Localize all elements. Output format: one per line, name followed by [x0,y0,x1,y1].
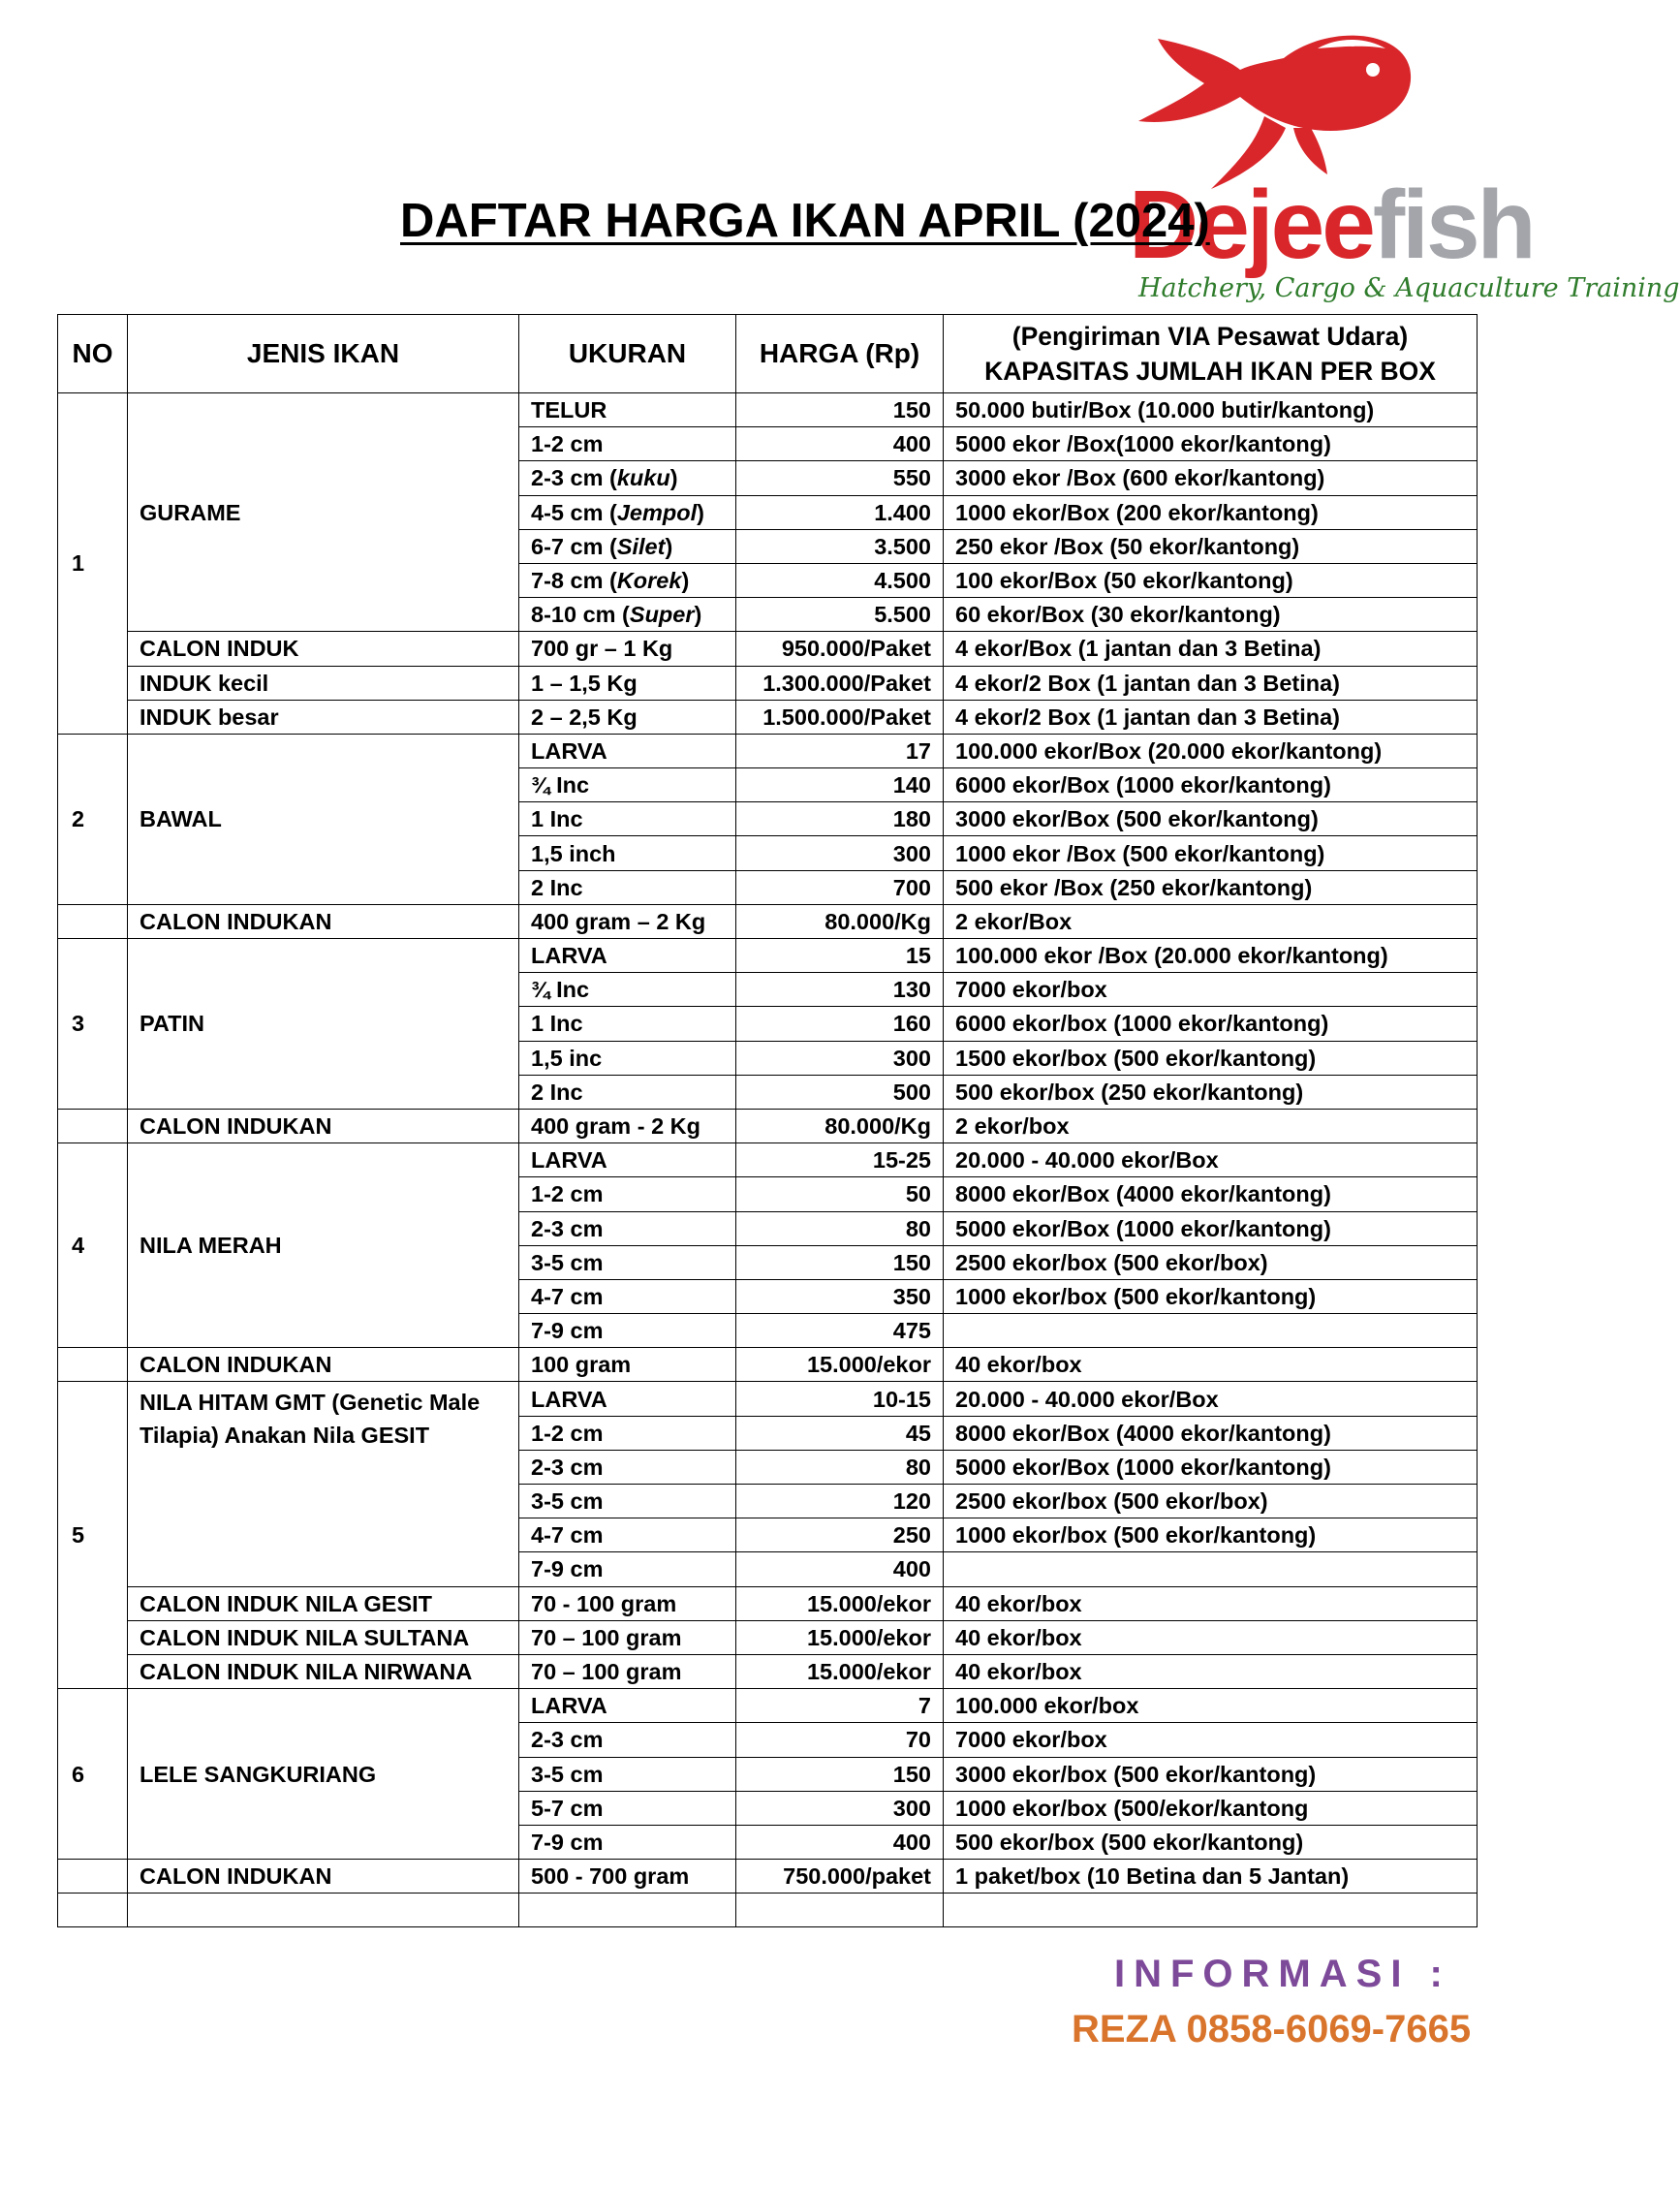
table-row [58,393,1478,427]
kapasitas-cell: 8000 ekor/Box (4000 ekor/kantong) [944,1416,1478,1450]
ukuran-cell: 700 gr – 1 Kg [519,632,736,666]
ukuran-cell: 70 – 100 gram [519,1654,736,1688]
harga-cell: 7 [736,1689,944,1723]
fish-type: CALON INDUKAN [128,1860,519,1894]
harga-cell: 50 [736,1177,944,1211]
empty-cell [519,1894,736,1927]
table-row [58,1620,1478,1654]
kapasitas-cell [944,1552,1478,1586]
ukuran-cell: 2-3 cm (kuku) [519,461,736,495]
ukuran-cell: LARVA [519,1689,736,1723]
price-table [57,314,1478,1927]
header-kapasitas [944,315,1478,393]
ukuran-cell: LARVA [519,1143,736,1177]
kapasitas-cell: 7000 ekor/box [944,973,1478,1007]
page-title: DAFTAR HARGA IKAN APRIL (2024) [400,195,1210,247]
row-number-empty [58,1860,128,1894]
fish-type: INDUK kecil [128,666,519,700]
kapasitas-cell: 3000 ekor/Box (500 ekor/kantong) [944,802,1478,836]
fish-type: LELE SANGKURIANG [128,1689,519,1860]
harga-cell: 130 [736,973,944,1007]
table-row [58,1586,1478,1620]
harga-cell: 5.500 [736,598,944,632]
brand-wordmark: Dejeefish [1129,171,1534,279]
header-kapasitas-line2: KAPASITAS JUMLAH IKAN PER BOX [984,357,1436,386]
kapasitas-cell: 3000 ekor/box (500 ekor/kantong) [944,1757,1478,1791]
fish-type: CALON INDUK NILA GESIT [128,1586,519,1620]
kapasitas-cell: 5000 ekor/Box (1000 ekor/kantong) [944,1211,1478,1245]
size-nickname: Silet [616,533,666,559]
harga-cell: 1.500.000/Paket [736,700,944,734]
ukuran-cell: 70 – 100 gram [519,1620,736,1654]
kapasitas-cell: 2 ekor/box [944,1109,1478,1142]
empty-cell [58,1894,128,1927]
kapasitas-cell: 1000 ekor/box (500 ekor/kantong) [944,1518,1478,1552]
kapasitas-cell [944,1314,1478,1348]
ukuran-cell: LARVA [519,734,736,767]
kapasitas-cell: 250 ekor /Box (50 ekor/kantong) [944,529,1478,563]
kapasitas-cell: 5000 ekor /Box(1000 ekor/kantong) [944,427,1478,461]
ukuran-cell: ¾ Inc [519,768,736,802]
ukuran-cell: 5-7 cm [519,1791,736,1825]
table-row [58,904,1478,938]
ukuran-cell: 4-5 cm (Jempol) [519,495,736,529]
ukuran-cell: 2-3 cm [519,1723,736,1757]
harga-cell: 950.000/Paket [736,632,944,666]
ukuran-cell: 1,5 inch [519,836,736,870]
harga-cell: 750.000/paket [736,1860,944,1894]
fish-type: GURAME [128,393,519,632]
table-row [58,734,1478,767]
kapasitas-cell: 3000 ekor /Box (600 ekor/kantong) [944,461,1478,495]
kapasitas-cell: 500 ekor /Box (250 ekor/kantong) [944,870,1478,904]
harga-cell: 80 [736,1450,944,1484]
ukuran-cell: LARVA [519,939,736,973]
harga-cell: 120 [736,1485,944,1518]
harga-cell: 150 [736,1245,944,1279]
ukuran-cell: 2-3 cm [519,1450,736,1484]
kapasitas-cell: 100.000 ekor/Box (20.000 ekor/kantong) [944,734,1478,767]
kapasitas-cell: 1500 ekor/box (500 ekor/kantong) [944,1041,1478,1075]
harga-cell: 45 [736,1416,944,1450]
row-number-empty [58,1109,128,1142]
header-harga: HARGA (Rp) [736,315,944,393]
kapasitas-cell: 2500 ekor/box (500 ekor/box) [944,1245,1478,1279]
ukuran-cell: 6-7 cm (Silet) [519,529,736,563]
harga-cell: 17 [736,734,944,767]
kapasitas-cell: 500 ekor/box (500 ekor/kantong) [944,1825,1478,1859]
harga-cell: 1.400 [736,495,944,529]
kapasitas-cell: 1000 ekor/box (500/ekor/kantong [944,1791,1478,1825]
harga-cell: 300 [736,1041,944,1075]
harga-cell: 180 [736,802,944,836]
harga-cell: 700 [736,870,944,904]
header-kapasitas-line1: (Pengiriman VIA Pesawat Udara) [1011,322,1409,351]
fish-type: CALON INDUK [128,632,519,666]
harga-cell: 300 [736,1791,944,1825]
harga-cell: 400 [736,427,944,461]
table-row [58,1689,1478,1723]
fish-type: CALON INDUK NILA SULTANA [128,1620,519,1654]
harga-cell: 475 [736,1314,944,1348]
ukuran-cell: 2 Inc [519,870,736,904]
ukuran-cell: 3-5 cm [519,1245,736,1279]
row-number: 3 [58,939,128,1110]
harga-cell: 250 [736,1518,944,1552]
ukuran-cell: 7-9 cm [519,1314,736,1348]
row-number-empty [58,904,128,938]
kapasitas-cell: 1000 ekor/Box (200 ekor/kantong) [944,495,1478,529]
ukuran-cell: 4-7 cm [519,1279,736,1313]
kapasitas-cell: 40 ekor/box [944,1586,1478,1620]
harga-cell: 350 [736,1279,944,1313]
ukuran-cell: 3-5 cm [519,1757,736,1791]
brand-logo [1090,19,1680,320]
size-nickname: Korek [616,568,682,594]
harga-cell: 150 [736,393,944,427]
kapasitas-cell: 1000 ekor/box (500 ekor/kantong) [944,1279,1478,1313]
harga-cell: 15.000/ekor [736,1620,944,1654]
harga-cell: 10-15 [736,1382,944,1416]
harga-cell: 15-25 [736,1143,944,1177]
row-number: 2 [58,734,128,904]
empty-cell [736,1894,944,1927]
size-nickname: Super [629,602,695,628]
table-row [58,1382,1478,1416]
ukuran-cell: 7-9 cm [519,1552,736,1586]
brand-tagline: Hatchery, Cargo & Aquaculture Training [1138,273,1680,303]
ukuran-cell: 1-2 cm [519,1416,736,1450]
kapasitas-cell: 6000 ekor/box (1000 ekor/kantong) [944,1007,1478,1041]
kapasitas-cell: 6000 ekor/Box (1000 ekor/kantong) [944,768,1478,802]
ukuran-cell: LARVA [519,1382,736,1416]
ukuran-cell: ¾ Inc [519,973,736,1007]
ukuran-cell: TELUR [519,393,736,427]
kapasitas-cell: 500 ekor/box (250 ekor/kantong) [944,1075,1478,1109]
kapasitas-cell: 4 ekor/Box (1 jantan dan 3 Betina) [944,632,1478,666]
size-nickname: kuku [616,465,670,491]
harga-cell: 15 [736,939,944,973]
table-row [58,1348,1478,1382]
empty-cell [128,1894,519,1927]
harga-cell: 300 [736,836,944,870]
table-row [58,1654,1478,1688]
kapasitas-cell: 60 ekor/Box (30 ekor/kantong) [944,598,1478,632]
row-number: 4 [58,1143,128,1348]
table-row-empty [58,1894,1478,1927]
harga-cell: 400 [736,1825,944,1859]
kapasitas-cell: 40 ekor/box [944,1348,1478,1382]
row-number: 5 [58,1382,128,1689]
harga-cell: 1.300.000/Paket [736,666,944,700]
ukuran-cell: 1-2 cm [519,427,736,461]
row-number-empty [58,1348,128,1382]
kapasitas-cell: 4 ekor/2 Box (1 jantan dan 3 Betina) [944,666,1478,700]
ukuran-cell: 1,5 inc [519,1041,736,1075]
ukuran-cell: 4-7 cm [519,1518,736,1552]
fish-type: PATIN [128,939,519,1110]
size-nickname: Jempol [616,499,698,525]
ukuran-cell: 2 – 2,5 Kg [519,700,736,734]
fish-type: BAWAL [128,734,519,904]
header-ukuran: UKURAN [519,315,736,393]
table-row [58,939,1478,973]
kapasitas-cell: 2500 ekor/box (500 ekor/box) [944,1485,1478,1518]
header-jenis: JENIS IKAN [128,315,519,393]
ukuran-cell: 2 Inc [519,1075,736,1109]
harga-cell: 400 [736,1552,944,1586]
harga-cell: 4.500 [736,563,944,597]
kapasitas-cell: 100 ekor/Box (50 ekor/kantong) [944,563,1478,597]
ukuran-cell: 3-5 cm [519,1485,736,1518]
fish-type: CALON INDUKAN [128,904,519,938]
ukuran-cell: 400 gram - 2 Kg [519,1109,736,1142]
fish-type: CALON INDUKAN [128,1109,519,1142]
harga-cell: 15.000/ekor [736,1586,944,1620]
harga-cell: 500 [736,1075,944,1109]
harga-cell: 550 [736,461,944,495]
table-row [58,632,1478,666]
empty-cell [944,1894,1478,1927]
kapasitas-cell: 40 ekor/box [944,1654,1478,1688]
fish-type: CALON INDUKAN [128,1348,519,1382]
table-row [58,1860,1478,1894]
kapasitas-cell: 20.000 - 40.000 ekor/Box [944,1382,1478,1416]
kapasitas-cell: 100.000 ekor /Box (20.000 ekor/kantong) [944,939,1478,973]
price-table-body [58,393,1478,1927]
fish-type: NILA MERAH [128,1143,519,1348]
kapasitas-cell: 100.000 ekor/box [944,1689,1478,1723]
table-row [58,1143,1478,1177]
kapasitas-cell: 5000 ekor/Box (1000 ekor/kantong) [944,1450,1478,1484]
harga-cell: 150 [736,1757,944,1791]
harga-cell: 160 [736,1007,944,1041]
ukuran-cell: 400 gram – 2 Kg [519,904,736,938]
ukuran-cell: 500 - 700 gram [519,1860,736,1894]
row-number: 1 [58,393,128,735]
ukuran-cell: 7-8 cm (Korek) [519,563,736,597]
kapasitas-cell: 1000 ekor /Box (500 ekor/kantong) [944,836,1478,870]
fish-type: INDUK besar [128,700,519,734]
kapasitas-cell: 4 ekor/2 Box (1 jantan dan 3 Betina) [944,700,1478,734]
harga-cell: 15.000/ekor [736,1654,944,1688]
kapasitas-cell: 50.000 butir/Box (10.000 butir/kantong) [944,393,1478,427]
kapasitas-cell: 2 ekor/Box [944,904,1478,938]
table-header-row [58,315,1478,393]
ukuran-cell: 1-2 cm [519,1177,736,1211]
ukuran-cell: 100 gram [519,1348,736,1382]
harga-cell: 3.500 [736,529,944,563]
ukuran-cell: 1 Inc [519,1007,736,1041]
row-number: 6 [58,1689,128,1860]
harga-cell: 140 [736,768,944,802]
ukuran-cell: 1 Inc [519,802,736,836]
kapasitas-cell: 8000 ekor/Box (4000 ekor/kantong) [944,1177,1478,1211]
ukuran-cell: 8-10 cm (Super) [519,598,736,632]
ukuran-cell: 1 – 1,5 Kg [519,666,736,700]
table-row [58,700,1478,734]
kapasitas-cell: 20.000 - 40.000 ekor/Box [944,1143,1478,1177]
ukuran-cell: 2-3 cm [519,1211,736,1245]
harga-cell: 70 [736,1723,944,1757]
harga-cell: 80.000/Kg [736,1109,944,1142]
fish-type: CALON INDUK NILA NIRWANA [128,1654,519,1688]
contact-number: REZA 0858-6069-7665 [1072,2008,1472,2050]
harga-cell: 80.000/Kg [736,904,944,938]
fish-type: NILA HITAM GMT (Genetic Male Tilapia) Anakan Nila GESIT [128,1382,519,1586]
info-label: INFORMASI : [1114,1953,1451,1995]
kapasitas-cell: 1 paket/box (10 Betina dan 5 Jantan) [944,1860,1478,1894]
harga-cell: 15.000/ekor [736,1348,944,1382]
table-row [58,666,1478,700]
ukuran-cell: 7-9 cm [519,1825,736,1859]
header-no: NO [58,315,128,393]
kapasitas-cell: 40 ekor/box [944,1620,1478,1654]
kapasitas-cell: 7000 ekor/box [944,1723,1478,1757]
harga-cell: 80 [736,1211,944,1245]
table-row [58,1109,1478,1142]
ukuran-cell: 70 - 100 gram [519,1586,736,1620]
